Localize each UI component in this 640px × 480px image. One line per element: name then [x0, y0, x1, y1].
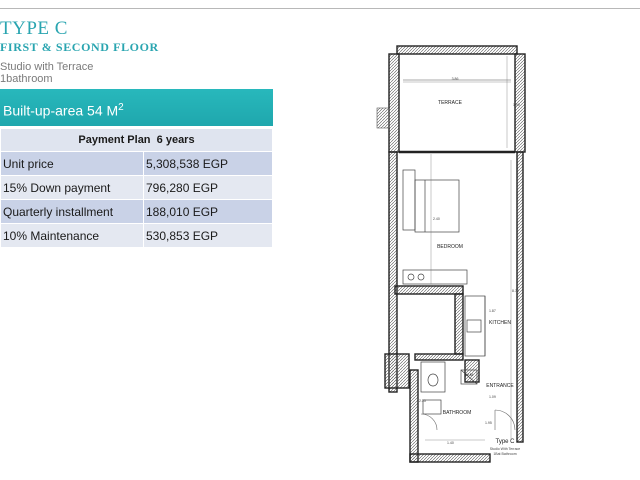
dim-terrace-depth: 1.90 — [513, 103, 520, 107]
page-title: TYPE C — [0, 18, 68, 39]
table-row — [1, 152, 273, 176]
bedroom-furniture — [403, 170, 467, 284]
dim-entrance: 1.09 — [489, 395, 496, 399]
kitchen-units — [465, 296, 485, 356]
row-value: 530,853 EGP — [144, 224, 273, 248]
dim-total-depth: 8.70 — [512, 289, 519, 293]
dim-kitchen-width: 1.87 — [489, 309, 496, 313]
room-label-bedroom: BEDROOM — [437, 244, 463, 250]
built-up-area-banner — [0, 89, 273, 126]
table-row — [1, 176, 273, 200]
dim-terrace-width: 3.86 — [451, 77, 459, 81]
top-rule — [0, 8, 640, 9]
row-value: 5,308,538 EGP — [144, 152, 273, 176]
row-label: 15% Down payment — [1, 176, 144, 200]
dim-bedroom-depth: 2.40 — [433, 217, 440, 221]
floor-subtitle: FIRST & SECOND FLOOR — [0, 40, 159, 54]
payment-plan-label: Payment Plan — [78, 134, 151, 146]
dim-bottom-right: 1.95 — [485, 421, 492, 425]
exterior-walls — [385, 46, 525, 462]
payment-plan-table — [0, 128, 273, 248]
bathroom-count: 1bathroom — [0, 73, 53, 85]
payment-plan-years: 6 years — [156, 134, 195, 146]
plan-caption-title: Type C — [495, 439, 515, 445]
room-label-kitchen: KITCHEN — [489, 320, 511, 326]
row-label: Unit price — [1, 152, 144, 176]
area-unit-superscript: 2 — [118, 102, 124, 113]
row-value: 188,010 EGP — [144, 200, 273, 224]
payment-plan-header — [1, 129, 273, 152]
dim-bath: 2.35 — [419, 399, 426, 403]
plan-caption-line1: Studio With Terrace — [489, 447, 521, 451]
table-row — [1, 224, 273, 248]
bathroom-fixtures — [421, 362, 477, 414]
row-value: 796,280 EGP — [144, 176, 273, 200]
unit-description: Studio with Terrace — [0, 61, 94, 73]
room-label-entrance: ENTRANCE — [486, 383, 514, 389]
plan-caption-line2: 1Bat Bathroom — [493, 452, 517, 456]
table-row — [1, 200, 273, 224]
room-label-wm: W.M — [465, 372, 473, 377]
row-label: Quarterly installment — [1, 200, 144, 224]
dim-bottom-left: 1.40 — [447, 441, 454, 445]
floor-plan-drawing — [355, 40, 555, 470]
row-label: 10% Maintenance — [1, 224, 144, 248]
area-label: Built-up-area 54 M — [3, 102, 119, 119]
room-label-bathroom: BATHROOM — [442, 410, 472, 416]
room-label-terrace: TERRACE — [438, 100, 462, 106]
